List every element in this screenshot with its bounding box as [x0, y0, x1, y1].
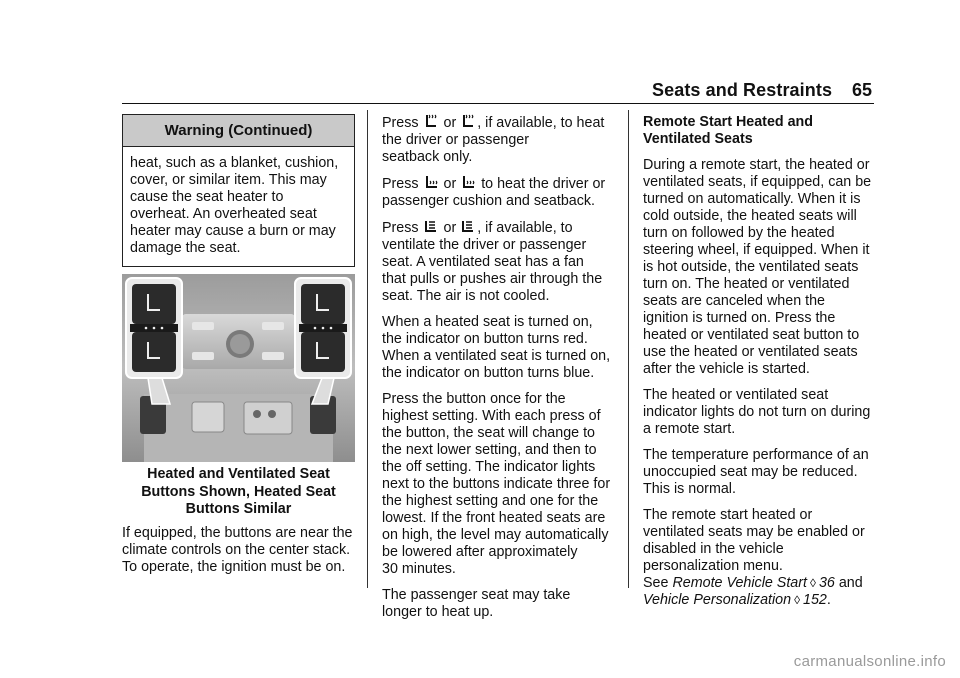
inline-text: The passenger seat may take — [382, 587, 571, 603]
caption-line: Buttons Shown, Heated Seat — [141, 483, 336, 500]
inline-text: seat. A ventilated seat has a fan — [382, 254, 584, 270]
paragraph — [382, 587, 618, 621]
inline-text: During a remote start, the heated or — [643, 157, 870, 173]
seat-buttons-photo — [122, 274, 355, 462]
paragraph — [382, 114, 618, 166]
inline-text: The temperature performance of an — [643, 447, 869, 463]
paragraph — [382, 219, 618, 305]
column-2-text — [382, 114, 618, 630]
inline-text: Remote Start Heated and — [643, 114, 814, 130]
column-divider — [628, 110, 629, 588]
inline-text: steering wheel, if equipped. When it — [643, 242, 870, 258]
warning-title: Warning (Continued) — [123, 115, 354, 147]
inline-text: Ventilated Seats — [643, 131, 753, 147]
column-1-text — [122, 525, 362, 576]
inline-text: and — [838, 575, 863, 591]
inline-text: The remote start heated or — [643, 507, 813, 523]
inline-text: personalization menu. — [643, 558, 783, 574]
figure-caption — [122, 466, 355, 519]
inline-text: after the vehicle is started. — [643, 361, 810, 377]
page-number: 65 — [852, 80, 873, 100]
inline-text: seat. The air is not cooled. — [382, 288, 550, 304]
paragraph — [643, 507, 883, 609]
ventilated-seat-icon — [424, 219, 438, 234]
ventilated-seat-passenger-icon — [461, 219, 475, 234]
inline-text: or — [443, 115, 457, 131]
cross-reference-link[interactable]: Remote Vehicle Start — [672, 575, 807, 591]
inline-text: ventilated seats, if equipped, can be — [643, 174, 872, 190]
inline-text: the button, the seat will change to — [382, 425, 596, 441]
inline-text: seats are canceled when the — [643, 293, 826, 309]
inline-text: Press — [382, 115, 419, 131]
inline-text: turn on. The heated or ventilated — [643, 276, 850, 292]
inline-text: Press — [382, 176, 419, 192]
inline-text: When a ventilated seat is turned on, — [382, 348, 611, 364]
column-3-text — [643, 114, 883, 618]
warning-line: overheat. An overheated seat — [130, 206, 317, 222]
page-ref-icon: ◊ — [794, 593, 801, 607]
body-line: To operate, the ignition must be on. — [122, 559, 346, 575]
inline-text: the next lower setting, and then to — [382, 442, 597, 458]
inline-text: 30 minutes. — [382, 561, 456, 577]
heated-seat-icon — [424, 175, 438, 190]
inline-text: longer to heat up. — [382, 604, 494, 620]
paragraph — [382, 391, 618, 578]
paragraph — [643, 447, 883, 498]
inline-text: turned on automatically. When it is — [643, 191, 861, 207]
inline-text: on high, the level may automatically — [382, 527, 609, 543]
inline-text: passenger cushion and seatback. — [382, 193, 596, 209]
page-ref-icon: ◊ — [810, 576, 816, 590]
inline-text: a remote start. — [643, 421, 736, 437]
inline-text: turn on followed by the heated — [643, 225, 835, 241]
section-heading — [643, 114, 883, 148]
heated-seatback-passenger-icon — [461, 114, 475, 129]
caption-line: Heated and Ventilated Seat — [147, 466, 330, 482]
inline-text: or — [443, 176, 457, 192]
warning-line: damage the seat. — [130, 240, 241, 256]
inline-text: the driver or passenger — [382, 132, 530, 148]
inline-text: highest setting. With each press of — [382, 408, 601, 424]
inline-text: next to the buttons indicate three for — [382, 476, 611, 492]
inline-text: . — [826, 592, 831, 608]
inline-text: is hot outside, the ventilated seats — [643, 259, 859, 275]
inline-text: that pulls or pushes air through the — [382, 271, 603, 287]
inline-text: When a heated seat is turned on, — [382, 314, 593, 330]
warning-line: cover, or similar item. This may — [130, 172, 327, 188]
inline-text: Press — [382, 220, 419, 236]
warning-line: heater may cause a burn or may — [130, 223, 336, 239]
inline-text: The heated or ventilated seat — [643, 387, 829, 403]
paragraph — [382, 175, 618, 210]
inline-text: disabled in the vehicle — [643, 541, 784, 557]
heated-seat-passenger-icon — [461, 175, 475, 190]
paragraph — [643, 157, 883, 378]
inline-text: unoccupied seat may be reduced. — [643, 464, 858, 480]
inline-text: the indicator on button turns blue. — [382, 365, 595, 381]
caption-line: Buttons Similar — [185, 501, 292, 517]
warning-line: heat, such as a blanket, cushion, — [130, 155, 339, 171]
body-line: If equipped, the buttons are near the — [122, 525, 353, 541]
inline-text: heated or ventilated seat button to — [643, 327, 860, 343]
inline-text: seatback only. — [382, 149, 473, 165]
inline-text: ignition is turned on. Press the — [643, 310, 836, 326]
inline-text: , if available, to heat — [477, 115, 605, 131]
inline-text: indicator lights do not turn on during — [643, 404, 871, 420]
watermark: carmanualsonline.info — [793, 653, 946, 670]
inline-text: This is normal. — [643, 481, 736, 497]
paragraph — [643, 387, 883, 438]
inline-text: the indicator on button turns red. — [382, 331, 588, 347]
page-reference[interactable]: 36 — [818, 575, 835, 591]
cross-reference-link[interactable]: Vehicle Personalization — [643, 592, 792, 608]
inline-text: See — [643, 575, 669, 591]
inline-text: use the heated or ventilated seats — [643, 344, 858, 360]
warning-line: cause the seat heater to — [130, 189, 284, 205]
section-title: Seats and Restraints — [652, 80, 833, 100]
warning-box — [122, 114, 355, 267]
column-divider — [367, 110, 368, 588]
inline-text: be lowered after approximately — [382, 544, 578, 560]
paragraph — [382, 314, 618, 382]
warning-text — [123, 147, 354, 266]
inline-text: the highest setting and one for the — [382, 493, 599, 509]
inline-text: ventilate the driver or passenger — [382, 237, 587, 253]
inline-text: lowest. If the front heated seats are — [382, 510, 606, 526]
heated-seatback-icon — [424, 114, 438, 129]
inline-text: or — [443, 220, 457, 236]
inline-text: cold outside, the heated seats will — [643, 208, 857, 224]
inline-text: ventilated seats may be enabled or — [643, 524, 865, 540]
inline-text: , if available, to — [477, 220, 573, 236]
header-rule — [122, 103, 874, 104]
inline-text: Press the button once for the — [382, 391, 566, 407]
body-line: climate controls on the center stack. — [122, 542, 351, 558]
inline-text: the off setting. The indicator lights — [382, 459, 596, 475]
inline-text: to heat the driver or — [481, 176, 606, 192]
page-reference[interactable]: 152 — [803, 592, 827, 608]
